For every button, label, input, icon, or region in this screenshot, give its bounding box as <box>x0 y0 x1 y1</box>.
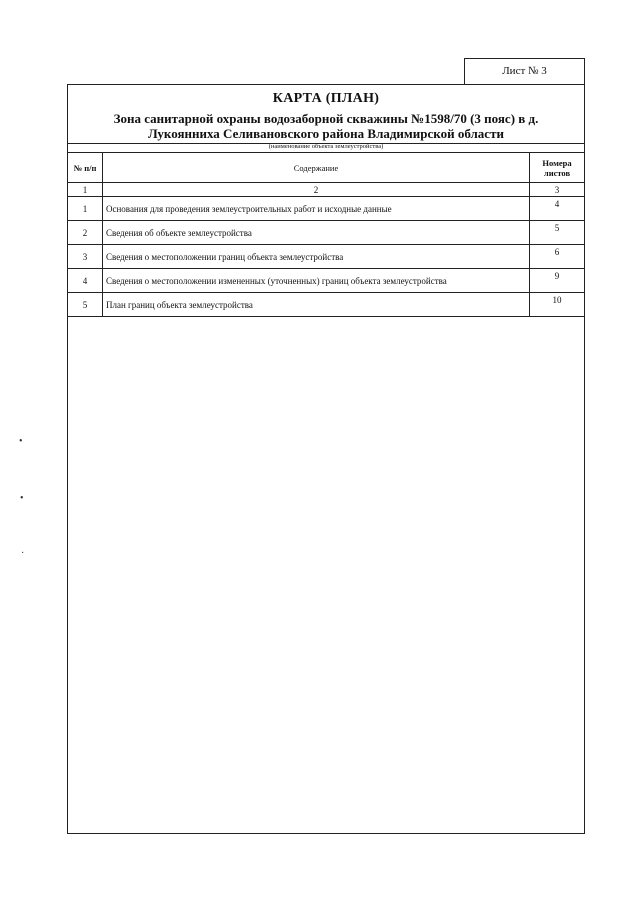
row-number: 4 <box>68 269 103 293</box>
row-number: 1 <box>68 197 103 221</box>
scan-speck: • <box>19 436 23 447</box>
index-cell: 1 <box>68 183 103 197</box>
row-content: Основания для проведения землеустроительных работ и исходные данные <box>103 197 530 221</box>
header-sheets: Номера листов <box>530 153 585 183</box>
row-content: Сведения о местоположении границ объекта землеустройства <box>103 245 530 269</box>
header-number: № п/п <box>68 153 103 183</box>
table-header-row <box>68 153 585 183</box>
table-row <box>68 269 585 293</box>
table-row <box>68 245 585 269</box>
table-row <box>68 293 585 317</box>
row-sheet: 5 <box>530 221 585 245</box>
row-sheet: 10 <box>530 293 585 317</box>
scan-speck: • <box>20 493 24 504</box>
object-name-caption: (наименование объекта землеустройства) <box>268 143 384 150</box>
row-content: Сведения об объекте землеустройства <box>103 221 530 245</box>
row-sheet: 4 <box>530 197 585 221</box>
row-number: 2 <box>68 221 103 245</box>
table-row <box>68 197 585 221</box>
index-cell: 2 <box>103 183 530 197</box>
row-sheet: 9 <box>530 269 585 293</box>
sheet-number-label: Лист № 3 <box>464 58 585 84</box>
row-content: Сведения о местоположении измененных (уточненных) границ объекта землеустройства <box>103 269 530 293</box>
header-content: Содержание <box>103 153 530 183</box>
contents-table <box>67 152 585 317</box>
row-content: План границ объекта землеустройства <box>103 293 530 317</box>
object-name: Зона санитарной охраны водозаборной скважины №1598/70 (3 пояс) в д. Лукоянниха Селивановского района Владимирской области <box>113 111 539 141</box>
table-index-row <box>68 183 585 197</box>
document-title: КАРТА (ПЛАН) <box>272 91 380 106</box>
document-frame <box>67 84 585 834</box>
row-sheet: 6 <box>530 245 585 269</box>
index-cell: 3 <box>530 183 585 197</box>
table-row <box>68 221 585 245</box>
row-number: 5 <box>68 293 103 317</box>
scan-speck: · <box>21 548 25 559</box>
row-number: 3 <box>68 245 103 269</box>
